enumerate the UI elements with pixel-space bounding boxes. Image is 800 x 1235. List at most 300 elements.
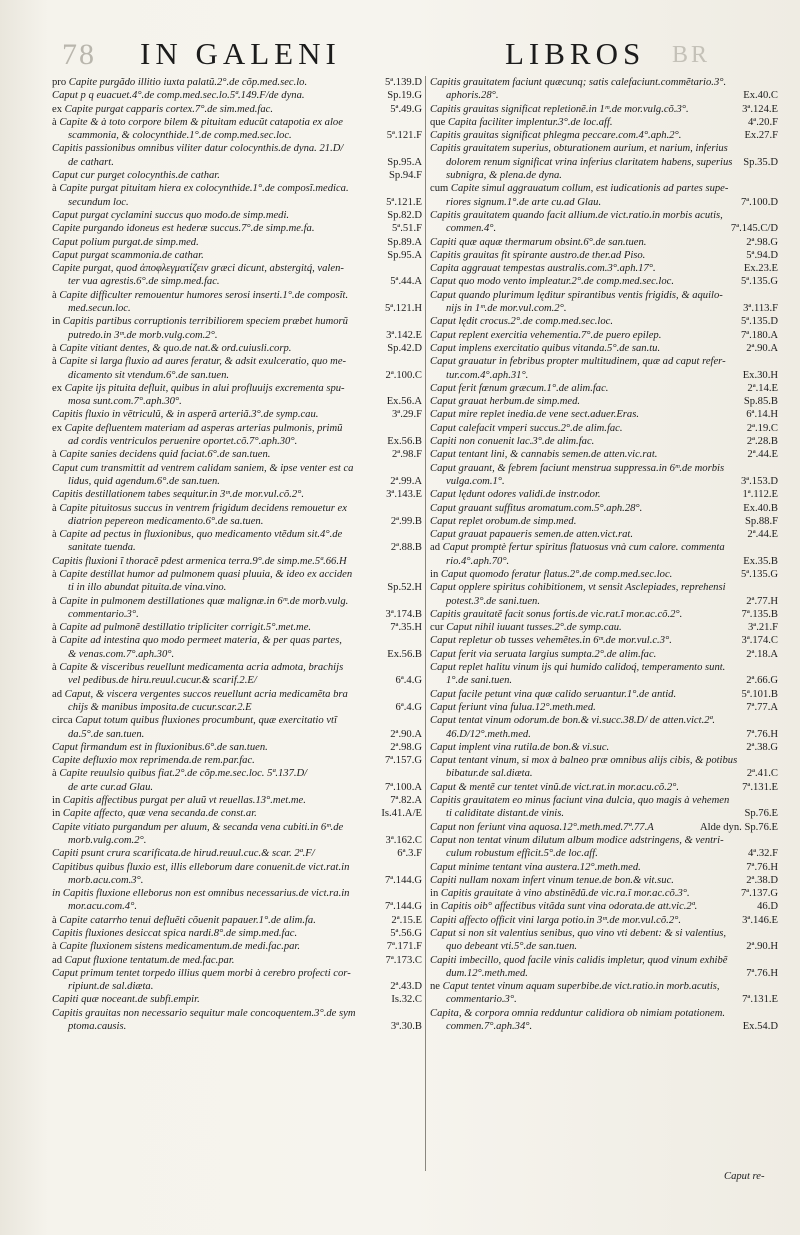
entry-reference: Sp.95.A <box>387 156 422 168</box>
page-header <box>0 30 800 80</box>
entry-continuation <box>430 475 778 488</box>
entry-continuation <box>430 196 778 209</box>
entry-text: Capitis grauitas significat repletionẽ.in 1ᵐ.de mor.vulg.cõ.3°. <box>430 103 689 115</box>
entry-text: Capitis fluxiones desiccat spica nardi.8°.de simp.med.fac. <box>52 928 298 939</box>
folio-number: 78 <box>62 38 96 71</box>
entry-prefix: à <box>52 289 57 301</box>
entry-text: Capite in pulmonem destillationes quæ malignæ.in 6ᵐ.de morb.vulg. <box>59 595 349 607</box>
entry-continuation-text: potest.3°.de sani.tuen. <box>446 595 540 607</box>
entry-reference: 2ª.44.E <box>747 529 778 541</box>
entry-text: Caput nihil iuuant tusses.2°.de symp.cau. <box>446 622 622 634</box>
entry-continuation-text: dolorem renum significat vrina inferius claritatem habens, superius subnigra, & plena.de dyna. <box>446 156 733 182</box>
entry-continuation <box>430 222 778 235</box>
entry-prefix: à <box>52 502 57 514</box>
entry-text: Caput primum tentet torpedo illius quem morbi à cerebro profecti cor- <box>52 967 351 979</box>
entry-continuation <box>52 369 422 382</box>
entry-continuation-text: dum.12°.meth.med. <box>446 967 528 979</box>
entry-continuation <box>52 980 422 993</box>
index-entry <box>430 648 778 661</box>
index-column-left <box>52 76 422 1033</box>
entry-text: Caput grauat papaueris semen.de atten.vict.rat. <box>430 529 634 541</box>
entry-continuation-text: & venas.com.7°.aph.30°. <box>68 648 175 660</box>
entry-prefix: à <box>52 635 57 647</box>
entry-reference: Sp.19.G <box>387 90 422 102</box>
entry-reference: Ex.56.B <box>387 648 422 660</box>
entry-prefix: à <box>52 449 57 461</box>
entry-continuation-text: de cathart. <box>68 156 114 168</box>
index-entry <box>430 395 778 408</box>
entry-text: Capite defluxio mox reprimenda.de rem.par.fac. <box>52 755 255 767</box>
entry-reference: Is.41.A/E <box>381 808 422 820</box>
index-entry <box>430 262 778 275</box>
index-entry <box>430 900 778 913</box>
entry-reference: Ex.54.D <box>742 1021 778 1033</box>
entry-continuation <box>52 475 422 488</box>
entry-prefix: à <box>52 595 57 607</box>
entry-continuation-text: sanitate tuenda. <box>68 542 136 554</box>
entry-text: Caput tentet vinum aquam superbibe.de vict.ratio.in morb.acutis, <box>442 981 720 993</box>
entry-continuation-text: commen.7°.aph.34°. <box>446 1021 533 1033</box>
entry-text: Caput replent exercitia vehementia.7°.de puero epilep. <box>430 329 662 341</box>
entry-continuation-text: tur.com.4°.aph.31°. <box>446 369 529 381</box>
entry-reference: 2ª.99.B <box>390 515 422 527</box>
entry-prefix: ex <box>52 103 62 115</box>
index-entry <box>430 608 778 621</box>
entry-continuation-text: ripiunt.de sal.diæta. <box>68 981 154 993</box>
entry-text: Capite ad pulmonẽ destillatio tripliciter corrigit.5°.met.me. <box>59 622 312 634</box>
entry-text: Capitis grauitate à vino abstinẽdũ.de vic.ra.ĩ mor.ac.cõ.3°. <box>440 888 690 900</box>
index-entry <box>52 940 422 953</box>
entry-text: Capite ijs pituita defluit, quibus in alui profluuijs excrementa spu- <box>64 382 345 394</box>
entry-continuation <box>430 767 778 780</box>
entry-prefix: à <box>52 622 57 634</box>
entry-text: Capite pituitosus succus in ventrem frigidum decidens remouetur ex <box>59 502 347 514</box>
entry-text: Capitis fluxio in vẽtriculũ, & in asperã arteriã.3°.de symp.cau. <box>52 409 319 421</box>
entry-text: Capite vitiant dentes, & quo.de nat.& ord.cuiusli.corp. <box>59 342 292 354</box>
entry-continuation-text: nijs in 1ᵐ.de mor.vul.com.2°. <box>446 303 567 315</box>
entry-reference: Sp.89.A <box>387 236 422 248</box>
index-entry <box>430 861 778 874</box>
entry-continuation-text: ti in illo abundat pituita.de vina.vino. <box>68 582 227 594</box>
entry-prefix: ad <box>52 954 62 966</box>
entry-text: Capite simul aggrauatum collum, est iudicationis ad partes supe- <box>450 183 729 195</box>
entry-reference: 2ª.38.G <box>746 741 778 753</box>
index-entry <box>430 834 778 861</box>
entry-text: Capite destillat humor ad pulmonem quasi pluuia, & ideo ex acciden <box>59 568 353 580</box>
entry-text: Caput non feriunt vina aquosa.12°.meth.med.7ª.77.A <box>430 821 654 833</box>
entry-continuation <box>430 595 778 608</box>
entry-continuation-text: scammonia, & colocynthide.1°.de comp.med.sec.loc. <box>68 130 292 142</box>
index-entry <box>430 980 778 1007</box>
index-entry <box>430 874 778 887</box>
catchword: Caput re- <box>724 1171 765 1182</box>
index-entry <box>52 754 422 767</box>
index-entry <box>52 528 422 555</box>
entry-prefix: à <box>52 342 57 354</box>
entry-text: Caput cum transmittit ad ventrem calidam saniem, & ipse venter est ca <box>52 462 354 474</box>
entry-text: Capitis fluxioni ĩ thoracẽ pdest armenica terra.9°.de simp.me.5ª.66.H <box>52 555 347 567</box>
entry-reference: 7ª.137.G <box>740 888 778 900</box>
entry-reference: 5ª.56.G <box>390 928 422 939</box>
index-entry <box>430 754 778 781</box>
entry-text: Capiti affecto officit vini larga potio.in 3ᵐ.de mor.vul.cõ.2°. <box>430 914 682 926</box>
entry-prefix: à <box>52 941 57 953</box>
entry-prefix: ad <box>52 688 62 700</box>
index-entry <box>430 289 778 316</box>
entry-reference: 5ª.135.G <box>740 568 778 580</box>
entry-reference: 7ª.157.G <box>384 755 422 767</box>
entry-continuation-text: quo debeant vti.5°.de san.tuen. <box>446 941 578 953</box>
entry-continuation-text: aphoris.28°. <box>446 90 499 102</box>
index-entry <box>430 275 778 288</box>
entry-text: Caput calefacit vmperi succus.2°.de alim.fac. <box>430 422 623 434</box>
entry-reference: 7ª.76.H <box>746 967 778 979</box>
entry-prefix: à <box>52 116 57 128</box>
entry-reference: 2ª.28.B <box>746 436 778 448</box>
index-entry <box>52 555 422 568</box>
index-entry <box>430 329 778 342</box>
entry-text: Caput ferit via seruata largius sumpta.2°.de alim.fac. <box>430 648 657 660</box>
index-entry <box>430 581 778 608</box>
entry-continuation <box>52 395 422 408</box>
index-entry <box>430 914 778 927</box>
entry-text: Capite ad pectus in fluxionibus, quo medicamento vtẽdum sit.4°.de <box>59 529 343 541</box>
entry-prefix: cur <box>430 622 444 634</box>
entry-reference: 7ª.144.G <box>384 901 422 913</box>
column-divider <box>425 76 426 1171</box>
entry-prefix: ne <box>430 981 440 993</box>
entry-reference: 7ª.180.A <box>740 329 778 341</box>
index-entry <box>52 767 422 794</box>
entry-reference: Ex.27.F <box>744 130 778 142</box>
entry-reference: 3ª.153.D <box>740 475 778 487</box>
entry-continuation <box>52 435 422 448</box>
entry-continuation-text: mosa sunt.com.7°.aph.30°. <box>68 396 182 408</box>
entry-reference: 2ª.15.E <box>391 914 422 926</box>
entry-reference: 2ª.88.B <box>390 542 422 554</box>
entry-text: Capitis grauitatem quando facit allium.de vict.ratio.in morbis acutis, <box>430 209 723 221</box>
entry-continuation-text: lidus, quid agendum.6°.de san.tuen. <box>68 475 220 487</box>
entry-reference: 3ª.30.B <box>390 1021 422 1033</box>
entry-continuation <box>430 89 778 102</box>
entry-continuation <box>430 302 778 315</box>
entry-reference: 2ª.99.A <box>390 475 422 487</box>
entry-text: Capitis passionibus omnibus viliter datur colocynthis.de dyna. 21.D/ <box>52 143 344 155</box>
entry-text: Caput quando plurimum lęditur spirantibus ventis frigidis, & aquilo- <box>430 289 723 301</box>
entry-prefix: in <box>430 901 439 913</box>
index-entry <box>52 382 422 409</box>
index-entry <box>52 182 422 209</box>
entry-prefix: à <box>52 529 57 541</box>
entry-reference: 7ª.82.A <box>390 795 422 807</box>
entry-continuation-text: med.secun.loc. <box>68 303 131 315</box>
entry-continuation-text: commen.4°. <box>446 223 497 235</box>
index-entry <box>52 342 422 355</box>
entry-reference: Ex.40.C <box>743 90 778 102</box>
entry-continuation-text: ter vua agrestis.6°.de simp.med.fac. <box>68 276 220 288</box>
entry-text: Capite & visceribus reuellunt medicamenta acria admota, brachijs <box>59 662 344 674</box>
entry-reference: Sp.76.E <box>744 808 778 820</box>
index-entry <box>430 236 778 249</box>
entry-text: Caput mire replet inedia.de vene sect.aduer.Eras. <box>430 409 639 421</box>
entry-text: Caput facile petunt vina quæ calido seruantur.1°.de antid. <box>430 688 677 700</box>
entry-continuation <box>52 874 422 887</box>
entry-text: Caput purgat cyclamini succus quo modo.de simp.medi. <box>52 209 290 221</box>
index-entry <box>430 714 778 741</box>
entry-text: Capiti imbecillo, quod facile vinis calidis impletur, quod vinum exhibẽ <box>430 954 728 966</box>
entry-text: Capitis oib° affectibus vitãda sunt vina odorata.de att.vic.2ª. <box>440 901 698 913</box>
entry-reference: Is.32.C <box>391 994 422 1006</box>
entry-reference: 3ª.124.E <box>742 103 778 115</box>
index-entry <box>52 568 422 595</box>
entry-prefix: à <box>52 768 57 780</box>
entry-text: Capiti nullam noxam infert vinum tenue.de bon.& vit.suc. <box>430 874 674 886</box>
index-entry <box>430 887 778 900</box>
entry-text: Caput ferit fœnum græcum.1°.de alim.fac. <box>430 382 609 394</box>
entry-continuation <box>52 329 422 342</box>
entry-text: Caput purgat scammonia.de cathar. <box>52 249 204 261</box>
index-entry <box>52 741 422 754</box>
index-entry <box>52 502 422 529</box>
entry-text: Caput lędunt odores validi.de instr.odor. <box>430 489 601 501</box>
entry-reference: 2ª.18.A <box>746 648 778 660</box>
entry-text: Capitis grauitas non necessario sequitur male concoquentem.3°.de sym <box>52 1007 356 1019</box>
entry-text: Capitis destillationem tabes sequitur.in 3ᵐ.de mor.vul.cõ.2°. <box>52 489 305 501</box>
entry-reference: 5ª.135.G <box>740 276 778 288</box>
entry-reference: 2ª.44.E <box>747 449 778 461</box>
entry-reference: 6ª.14.H <box>746 409 778 421</box>
entry-prefix: ex <box>52 382 62 394</box>
entry-reference: 2ª.90.A <box>390 728 422 740</box>
entry-reference: 2ª.38.D <box>746 874 778 886</box>
entry-text: Caput tentant lini, & cannabis semen.de atten.vic.rat. <box>430 449 658 461</box>
index-entry <box>430 209 778 236</box>
index-entry <box>430 103 778 116</box>
entry-reference: 6ª.4.G <box>395 701 422 713</box>
entry-reference: 3ª.174.B <box>385 608 422 620</box>
index-entry <box>430 129 778 142</box>
entry-text: Caput quomodo feratur flatus.2°.de comp.med.sec.loc. <box>440 568 673 580</box>
index-entry <box>52 422 422 449</box>
entry-continuation <box>52 648 422 661</box>
entry-reference: 7ª.100.A <box>384 781 422 793</box>
index-entry <box>52 714 422 741</box>
entry-reference: 2ª.41.C <box>746 768 778 780</box>
index-entry <box>52 142 422 169</box>
index-column-right <box>430 76 778 1033</box>
entry-text: Capita faciliter implentur.3°.de loc.aff. <box>447 116 613 128</box>
entry-text: Capite affecto, quæ vena secanda.de const.ar. <box>62 808 257 820</box>
entry-reference: 7ª.77.A <box>746 701 778 713</box>
entry-reference: 7ª.145.C/D <box>730 223 778 235</box>
entry-text: Caput p q euacuet.4°.de comp.med.sec.lo.5ª.149.F/de dyna. <box>52 90 305 102</box>
entry-continuation <box>52 1020 422 1033</box>
entry-text: Caput polium purgat.de simp.med. <box>52 236 199 248</box>
entry-text: Caput non tentat vinum dilutum album modice adstringens, & ventri- <box>430 834 724 846</box>
index-entry <box>430 528 778 541</box>
entry-reference: 7ª.131.E <box>742 781 778 793</box>
entry-text: Capitis grauitatem eo minus faciunt vina dulcia, quo magis à vehemen <box>430 795 730 807</box>
entry-text: Capite fluxionem sistens medicamentum.de medi.fac.par. <box>59 941 301 953</box>
entry-text: Capiti quæ aquæ thermarum obsint.6°.de san.tuen. <box>430 236 647 248</box>
index-entry <box>52 927 422 940</box>
entry-reference: Sp.52.H <box>387 582 422 594</box>
index-entry <box>52 688 422 715</box>
entry-prefix: à <box>52 568 57 580</box>
entry-continuation-text: ad cordis ventriculos peruenire oportet.cõ.7°.aph.30°. <box>68 436 298 448</box>
entry-continuation <box>430 807 778 820</box>
entry-reference: 2ª.19.C <box>746 422 778 434</box>
entry-continuation <box>52 581 422 594</box>
entry-text: Caput & mentẽ cur tentet vinũ.de vict.rat.in mor.acu.cõ.2°. <box>430 781 680 793</box>
entry-continuation-text: dicamento sit vtendum.6°.de san.tuen. <box>68 369 230 381</box>
entry-text: Caput, & viscera vergentes succos reuellunt acria medicamẽta bra <box>64 688 348 700</box>
entry-text: Capite vitiato purgandum per aluum, & secanda vena cubiti.in 6ᵐ.de <box>52 821 344 833</box>
index-entry <box>52 169 422 182</box>
entry-continuation <box>430 555 778 568</box>
entry-prefix: à <box>52 914 57 926</box>
entry-continuation <box>52 275 422 288</box>
entry-text: Capiti psunt crura scarificata.de hirud.reuul.cuc.& scar. 2ª.F/ <box>52 848 315 860</box>
entry-reference: 2ª.98.G <box>746 236 778 248</box>
index-entry <box>430 1007 778 1034</box>
entry-reference: 3ª.29.F <box>391 409 422 421</box>
entry-continuation <box>430 940 778 953</box>
entry-reference: Sp.35.D <box>743 156 778 168</box>
entry-continuation-text: ptoma.causis. <box>68 1021 127 1033</box>
entry-continuation-text: riores signum.1°.de arte cu.ad Glau. <box>446 196 602 208</box>
entry-prefix: à <box>52 183 57 195</box>
index-entry <box>430 355 778 382</box>
entry-text: Capita, & corpora omnia redduntur calidiora ob nimiam potationem. <box>430 1007 726 1019</box>
entry-reference: 6ª.4.G <box>395 675 422 687</box>
entry-reference: 5ª.135.D <box>740 316 778 328</box>
index-entry <box>430 741 778 754</box>
index-entry <box>52 462 422 489</box>
entry-reference: 5ª.101.B <box>741 688 778 700</box>
entry-continuation-text: secundum loc. <box>68 196 129 208</box>
entry-continuation <box>430 369 778 382</box>
index-entry <box>52 236 422 249</box>
entry-text: Caput grauant suffitus aromatum.com.5°.aph.28°. <box>430 502 643 514</box>
index-entry <box>52 821 422 848</box>
entry-reference: 3ª.113.F <box>743 303 778 315</box>
entry-text: Caput tentat vinum odorum.de bon.& vi.succ.38.D/ de atten.vict.2ª. <box>430 715 716 727</box>
index-entry <box>52 887 422 914</box>
index-entry <box>52 954 422 967</box>
index-entry <box>52 967 422 994</box>
entry-continuation <box>430 1020 778 1033</box>
index-entry <box>52 116 422 143</box>
entry-continuation <box>430 728 778 741</box>
entry-continuation-text: commentario.3°. <box>68 608 139 620</box>
entry-continuation <box>52 156 422 169</box>
index-entry <box>52 621 422 634</box>
index-entry <box>430 634 778 647</box>
entry-reference: 4ª.32.F <box>747 848 778 860</box>
entry-continuation <box>52 781 422 794</box>
entry-reference: 2ª.98.F <box>391 449 422 461</box>
entry-reference: 3ª.174.C <box>741 635 778 647</box>
index-entry <box>430 182 778 209</box>
index-entry <box>430 701 778 714</box>
entry-text: Capitis grauitatem faciunt quæcunq; satis calefaciunt.commẽtario.3°. <box>430 77 727 88</box>
index-entry <box>430 315 778 328</box>
index-entry <box>52 103 422 116</box>
entry-text: Caput promptè fertur spiritus flatuosus vnà cum calore. commenta <box>442 542 725 554</box>
index-entry <box>430 954 778 981</box>
entry-reference: Ex.40.B <box>743 502 778 514</box>
index-entry <box>52 262 422 289</box>
entry-continuation <box>52 701 422 714</box>
index-entry <box>52 488 422 501</box>
entry-continuation-text: mor.acu.com.4°. <box>68 901 137 913</box>
entry-continuation <box>430 674 778 687</box>
entry-prefix: circa <box>52 715 73 727</box>
index-entry <box>52 222 422 235</box>
index-entry <box>430 794 778 821</box>
entry-prefix: pro <box>52 77 67 88</box>
index-entry <box>52 408 422 421</box>
index-entry <box>430 448 778 461</box>
entry-reference: 3ª.146.E <box>742 914 778 926</box>
entry-continuation-text: rio.4°.aph.70°. <box>446 555 510 567</box>
entry-text: Capite purgat capparis cortex.7°.de sim.med.fac. <box>64 103 273 115</box>
entry-reference: Ex.23.E <box>743 263 778 275</box>
entry-reference: Sp.88.F <box>745 515 778 527</box>
index-entry <box>430 541 778 568</box>
entry-text: Caput grauant, & febrem faciunt menstrua suppressa.in 6ᵐ.de morbis <box>430 462 725 474</box>
entry-continuation <box>52 515 422 528</box>
entry-continuation <box>52 541 422 554</box>
index-entry <box>430 515 778 528</box>
entry-text: Caput minime tentant vina austera.12°.meth.med. <box>430 861 641 873</box>
entry-text: Caput implent vina rutila.de bon.& vi.suc. <box>430 741 610 753</box>
entry-text: Caput quo modo vento impleatur.2°.de comp.med.sec.loc. <box>430 276 675 288</box>
entry-reference: 5ª.121.E <box>386 196 422 208</box>
entry-reference: 7ª.76.H <box>746 861 778 873</box>
entry-continuation <box>430 847 778 860</box>
index-entry <box>52 807 422 820</box>
running-head-right: LIBROS <box>505 36 646 71</box>
entry-prefix: in <box>430 888 439 900</box>
entry-prefix: à <box>52 356 57 368</box>
entry-prefix: in <box>52 808 61 820</box>
entry-reference: 7ª.100.D <box>740 196 778 208</box>
entry-text: Caput totum quibus fluxiones procumbunt, quæ exercitatio vtĩ <box>75 715 337 727</box>
entry-continuation-text: da.5°.de san.tuen. <box>68 728 145 740</box>
entry-continuation-text: 46.D/12°.meth.med. <box>446 728 531 740</box>
index-entry <box>430 488 778 501</box>
index-entry <box>52 661 422 688</box>
entry-reference: 5ª.139.D <box>384 77 422 88</box>
entry-text: Caput si non sit valentius senibus, quo vino vti debent: & si valentius, <box>430 928 727 939</box>
entry-reference: Sp.42.D <box>387 342 422 354</box>
entry-continuation-text: morb.vulg.com.2°. <box>68 834 147 846</box>
entry-continuation-text: diatrion pepereon medicamento.6°.de sa.tuen. <box>68 515 264 527</box>
entry-text: Caput feriunt vina fulua.12°.meth.med. <box>430 701 596 713</box>
entry-reference: 7ª.135.B <box>741 608 778 620</box>
entry-text: Capite reuulsio quibus fiat.2°.de cõp.me.sec.loc. 5ª.137.D/ <box>59 768 308 780</box>
entry-continuation-text: vulga.com.1°. <box>446 475 505 487</box>
entry-reference: 4ª.20.F <box>747 116 778 128</box>
entry-reference: 5ª.51.F <box>391 223 422 235</box>
index-entry <box>52 794 422 807</box>
index-entry <box>52 249 422 262</box>
entry-text: Capite defluentem materiam ad asperas arterias pulmonis, primũ <box>64 422 343 434</box>
entry-text: Capita aggrauat tempestas australis.com.3°.aph.17°. <box>430 263 656 275</box>
entry-prefix: ad <box>430 542 440 554</box>
